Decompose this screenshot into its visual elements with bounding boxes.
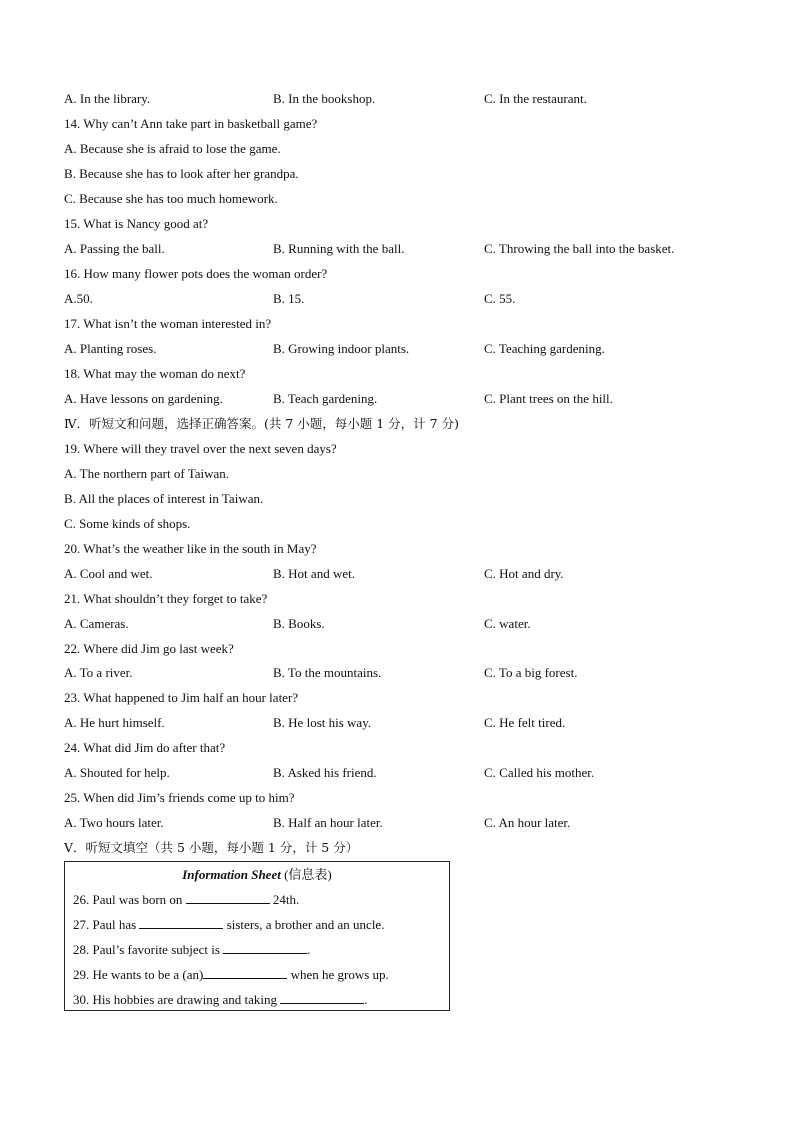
item-text-after: .: [364, 992, 368, 1007]
q24-options: [64, 765, 744, 781]
item-text-before: 30. His hobbies are drawing and taking: [73, 992, 281, 1007]
answer-blank[interactable]: [280, 992, 364, 1004]
option-a: A. In the library.: [64, 91, 151, 106]
fill-item-29: [73, 967, 389, 983]
item-text-after: .: [307, 942, 311, 957]
fill-item-26: [73, 892, 299, 908]
option-b: B. Half an hour later.: [273, 815, 383, 830]
item-text-before: 26. Paul was born on: [73, 892, 186, 907]
option-a: A. He hurt himself.: [64, 715, 165, 730]
question-19: 19. Where will they travel over the next seven days?: [64, 441, 337, 456]
question-22: 22. Where did Jim go last week?: [64, 641, 234, 656]
option-b: B. Running with the ball.: [273, 241, 405, 256]
option-c: C. Teaching gardening.: [484, 341, 605, 356]
option-a: A. Cameras.: [64, 616, 129, 631]
section-5-heading: Ⅴ．听短文填空（共 5 小题，每小题 1 分，计 5 分）: [64, 840, 359, 855]
option-c: C. Hot and dry.: [484, 566, 564, 581]
answer-blank[interactable]: [186, 892, 270, 904]
question-24: 24. What did Jim do after that?: [64, 740, 226, 755]
q15-options: [64, 241, 744, 257]
option-b: B. Books.: [273, 616, 325, 631]
option-c: C. water.: [484, 616, 531, 631]
q16-options: [64, 291, 744, 307]
q19-option-a: A. The northern part of Taiwan.: [64, 466, 230, 481]
question-16: 16. How many flower pots does the woman order?: [64, 266, 328, 281]
option-b: B. He lost his way.: [273, 715, 372, 730]
title-chinese: (信息表): [280, 867, 332, 882]
q14-option-c: C. Because she has too much homework.: [64, 191, 278, 206]
option-b: B. 15.: [273, 291, 305, 306]
information-sheet-title: [65, 867, 449, 883]
section-4-heading: Ⅳ．听短文和问题，选择正确答案。(共 7 小题，每小题 1 分，计 7 分): [64, 416, 459, 431]
option-a: A. To a river.: [64, 665, 133, 680]
q19-option-b: B. All the places of interest in Taiwan.: [64, 491, 264, 506]
option-b: B. Hot and wet.: [273, 566, 355, 581]
option-c: C. He felt tired.: [484, 715, 566, 730]
q14-option-b: B. Because she has to look after her grandpa.: [64, 166, 299, 181]
option-c: C. To a big forest.: [484, 665, 578, 680]
q19-option-c: C. Some kinds of shops.: [64, 516, 191, 531]
item-text-before: 27. Paul has: [73, 917, 140, 932]
item-text-before: 28. Paul’s favorite subject is: [73, 942, 224, 957]
answer-blank[interactable]: [139, 917, 223, 929]
item-text-before: 29. He wants to be a (an): [73, 967, 204, 982]
option-a: A. Two hours later.: [64, 815, 164, 830]
question-14: 14. Why can’t Ann take part in basketball game?: [64, 116, 318, 131]
item-text-after: when he grows up.: [287, 967, 389, 982]
question-15: 15. What is Nancy good at?: [64, 216, 209, 231]
q21-options: [64, 616, 744, 632]
question-25: 25. When did Jim’s friends come up to him?: [64, 790, 295, 805]
option-a: A. Passing the ball.: [64, 241, 165, 256]
option-c: C. An hour later.: [484, 815, 571, 830]
option-b: B. In the bookshop.: [273, 91, 376, 106]
option-b: B. To the mountains.: [273, 665, 382, 680]
q20-options: [64, 566, 744, 582]
option-a: A. Planting roses.: [64, 341, 157, 356]
option-a: A. Have lessons on gardening.: [64, 391, 223, 406]
question-23: 23. What happened to Jim half an hour later?: [64, 690, 299, 705]
option-a: A. Cool and wet.: [64, 566, 153, 581]
question-21: 21. What shouldn’t they forget to take?: [64, 591, 268, 606]
question-20: 20. What’s the weather like in the south in May?: [64, 541, 317, 556]
option-c: C. Called his mother.: [484, 765, 595, 780]
fill-item-27: [73, 917, 384, 933]
item-text-after: 24th.: [269, 892, 300, 907]
option-c: C. In the restaurant.: [484, 91, 587, 106]
question-17: 17. What isn’t the woman interested in?: [64, 316, 272, 331]
q14-option-a: A. Because she is afraid to lose the game.: [64, 141, 281, 156]
q22-options: [64, 665, 744, 681]
option-c: C. Throwing the ball into the basket.: [484, 241, 675, 256]
q23-options: [64, 715, 744, 731]
question-18: 18. What may the woman do next?: [64, 366, 246, 381]
title-english: Information Sheet: [182, 867, 281, 882]
q25-options: [64, 815, 744, 831]
option-b: B. Asked his friend.: [273, 765, 377, 780]
q18-options: [64, 391, 744, 407]
option-c: C. Plant trees on the hill.: [484, 391, 613, 406]
answer-blank[interactable]: [203, 967, 287, 979]
option-b: B. Teach gardening.: [273, 391, 378, 406]
option-b: B. Growing indoor plants.: [273, 341, 410, 356]
q13-options: [64, 91, 744, 107]
answer-blank[interactable]: [223, 942, 307, 954]
fill-item-28: [73, 942, 310, 958]
item-text-after: sisters, a brother and an uncle.: [223, 917, 385, 932]
information-sheet-box: [64, 861, 450, 1011]
fill-item-30: [73, 992, 367, 1008]
option-c: C. 55.: [484, 291, 516, 306]
option-a: A. Shouted for help.: [64, 765, 170, 780]
option-a: A.50.: [64, 291, 93, 306]
q17-options: [64, 341, 744, 357]
